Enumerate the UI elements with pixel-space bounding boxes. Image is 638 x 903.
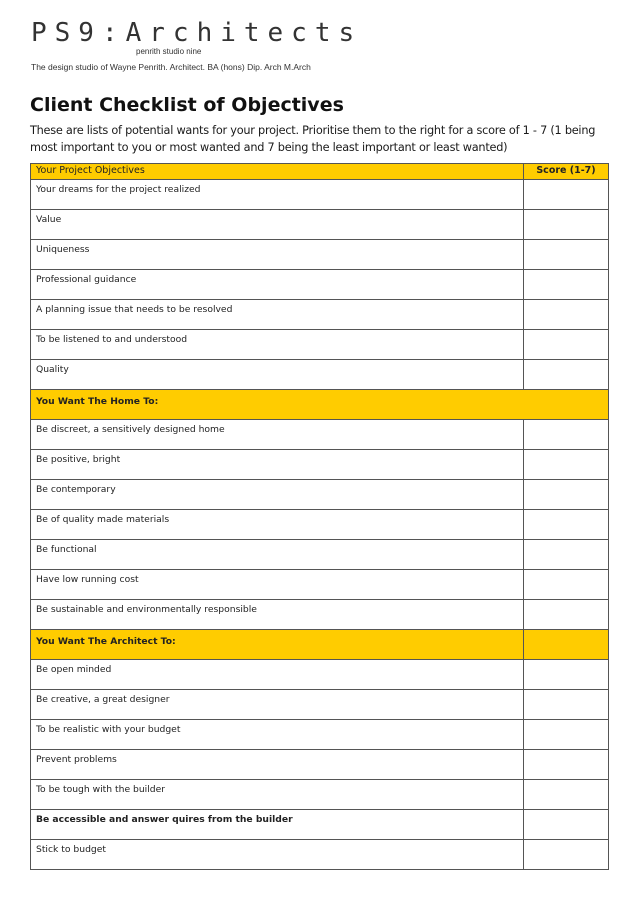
table-header-row <box>31 164 609 180</box>
table-row <box>31 360 609 390</box>
table-row <box>31 480 609 510</box>
score-cell[interactable] <box>524 420 609 450</box>
score-cell[interactable] <box>524 210 609 240</box>
table-row <box>31 450 609 480</box>
score-cell[interactable] <box>524 630 609 660</box>
objective-label: Professional guidance <box>31 270 524 300</box>
section-label: You Want The Home To: <box>31 390 609 420</box>
objective-label: Be accessible and answer quires from the builder <box>31 810 524 840</box>
objective-label: Be creative, a great designer <box>31 690 524 720</box>
page-title: Client Checklist of Objectives <box>30 94 344 116</box>
score-cell[interactable] <box>524 510 609 540</box>
table-row <box>31 210 609 240</box>
score-cell[interactable] <box>524 600 609 630</box>
studio-name: penrith studio nine <box>136 47 202 56</box>
table-row <box>31 420 609 450</box>
score-cell[interactable] <box>524 750 609 780</box>
objective-label: Quality <box>31 360 524 390</box>
table-row <box>31 510 609 540</box>
objective-label: Be sustainable and environmentally responsible <box>31 600 524 630</box>
objective-label: Be contemporary <box>31 480 524 510</box>
section-row <box>31 630 609 660</box>
score-cell[interactable] <box>524 690 609 720</box>
objective-label: Be open minded <box>31 660 524 690</box>
score-cell[interactable] <box>524 300 609 330</box>
table-row <box>31 780 609 810</box>
objectives-column-header: Your Project Objectives <box>31 164 524 180</box>
table-row <box>31 600 609 630</box>
section-label: You Want The Architect To: <box>31 630 524 660</box>
score-cell[interactable] <box>524 330 609 360</box>
score-cell[interactable] <box>524 180 609 210</box>
table-row <box>31 810 609 840</box>
objective-label: Value <box>31 210 524 240</box>
table-row <box>31 330 609 360</box>
intro-text: These are lists of potential wants for your project. Prioritise them to the right for a score of 1 - 7 (1 being most important to you or most wanted and 7 being the least important or least wanted) <box>30 124 596 154</box>
score-cell[interactable] <box>524 660 609 690</box>
objective-label: Prevent problems <box>31 750 524 780</box>
objectives-table-body <box>31 164 609 870</box>
score-cell[interactable] <box>524 720 609 750</box>
table-row <box>31 690 609 720</box>
score-cell[interactable] <box>524 450 609 480</box>
brand-logo: PS9:Architects <box>31 18 363 48</box>
objective-label: Uniqueness <box>31 240 524 270</box>
table-row <box>31 660 609 690</box>
score-cell[interactable] <box>524 810 609 840</box>
score-cell[interactable] <box>524 840 609 870</box>
score-cell[interactable] <box>524 270 609 300</box>
table-row <box>31 240 609 270</box>
score-cell[interactable] <box>524 570 609 600</box>
objective-label: Stick to budget <box>31 840 524 870</box>
objective-label: A planning issue that needs to be resolved <box>31 300 524 330</box>
objective-label: To be tough with the builder <box>31 780 524 810</box>
table-row <box>31 300 609 330</box>
objective-label: Be of quality made materials <box>31 510 524 540</box>
objective-label: Be discreet, a sensitively designed home <box>31 420 524 450</box>
table-row <box>31 570 609 600</box>
table-row <box>31 750 609 780</box>
objective-label: Have low running cost <box>31 570 524 600</box>
objective-label: Be functional <box>31 540 524 570</box>
objective-label: Be positive, bright <box>31 450 524 480</box>
score-cell[interactable] <box>524 360 609 390</box>
objective-label: Your dreams for the project realized <box>31 180 524 210</box>
section-row <box>31 390 609 420</box>
table-row <box>31 720 609 750</box>
table-row <box>31 180 609 210</box>
score-cell[interactable] <box>524 780 609 810</box>
studio-credit: The design studio of Wayne Penrith. Architect. BA (hons) Dip. Arch M.Arch <box>31 62 311 72</box>
table-row <box>31 840 609 870</box>
score-cell[interactable] <box>524 540 609 570</box>
score-column-header: Score (1-7) <box>524 164 609 180</box>
objective-label: To be listened to and understood <box>31 330 524 360</box>
score-cell[interactable] <box>524 240 609 270</box>
score-cell[interactable] <box>524 480 609 510</box>
table-row <box>31 270 609 300</box>
table-row <box>31 540 609 570</box>
objectives-table <box>30 163 609 870</box>
objective-label: To be realistic with your budget <box>31 720 524 750</box>
